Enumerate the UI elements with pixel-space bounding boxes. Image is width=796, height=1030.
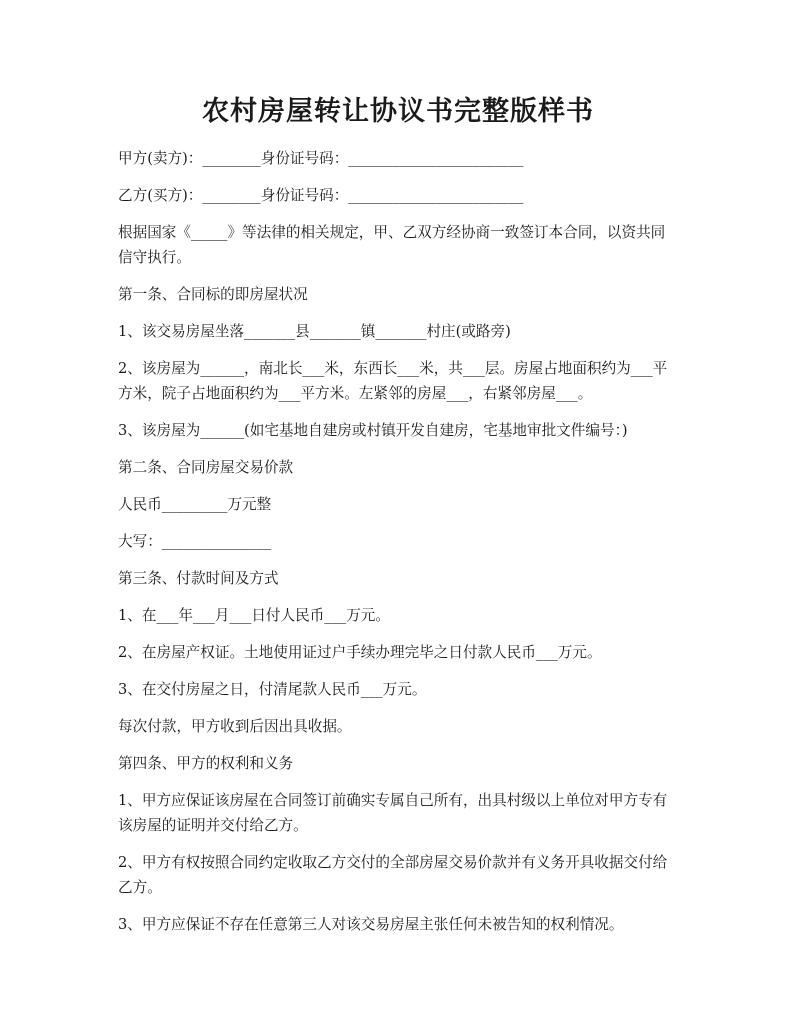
article-1-item-1: 1、该交易房屋坐落_______县_______镇_______村庄(或路旁): [118, 323, 511, 340]
document-body: [118, 146, 678, 949]
article-4-item-2: 2、甲方有权按照合同约定收取乙方交付的全部房屋交易价款并有义务开具收据交付给乙方。: [118, 854, 668, 896]
party-a-line: 甲方(卖方)：________身份证号码：________________________: [118, 150, 524, 167]
article-4-item-1: 1、甲方应保证该房屋在合同签订前确实专属自己所有，出具村级以上单位对甲方专有该房屋的证明并交付给乙方。: [118, 792, 668, 834]
price-capital-line: 大写：_______________: [118, 533, 272, 550]
party-b-line: 乙方(买方)：________身份证号码：________________________: [118, 187, 524, 204]
article-2-heading: 第二条、合同房屋交易价款: [118, 459, 294, 476]
preamble-paragraph: 根据国家《_____》等法律的相关规定，甲、乙双方经协商一致签订本合同，以资共同信守执行。: [118, 224, 666, 266]
article-3-heading: 第三条、付款时间及方式: [118, 570, 279, 587]
article-3-item-1: 1、在___年___月___日付人民币___万元。: [118, 607, 390, 624]
article-3-item-2: 2、在房屋产权证。土地使用证过户手续办理完毕之日付款人民币___万元。: [118, 644, 602, 661]
document-title: 农村房屋转让协议书完整版样书: [202, 96, 594, 127]
article-1-item-3: 3、该房屋为______(如宅基地自建房或村镇开发自建房，宅基地审批文件编号：): [118, 422, 628, 439]
article-4-heading: 第四条、甲方的权利和义务: [118, 755, 294, 772]
article-1-heading: 第一条、合同标的即房屋状况: [118, 286, 308, 303]
article-4-item-3: 3、甲方应保证不存在任意第三人对该交易房屋主张任何未被告知的权利情况。: [118, 916, 624, 933]
article-1-item-2: 2、该房屋为______，南北长___米，东西长___米，共___层。房屋占地面积约为___平方米，院子占地面积约为___平方米。左紧邻的房屋___，右紧邻房屋___。: [118, 360, 668, 402]
price-rmb-line: 人民币_________万元整: [118, 496, 272, 513]
article-3-item-3: 3、在交付房屋之日，付清尾款人民币___万元。: [118, 681, 427, 698]
receipt-note: 每次付款，甲方收到后因出具收据。: [118, 718, 352, 735]
